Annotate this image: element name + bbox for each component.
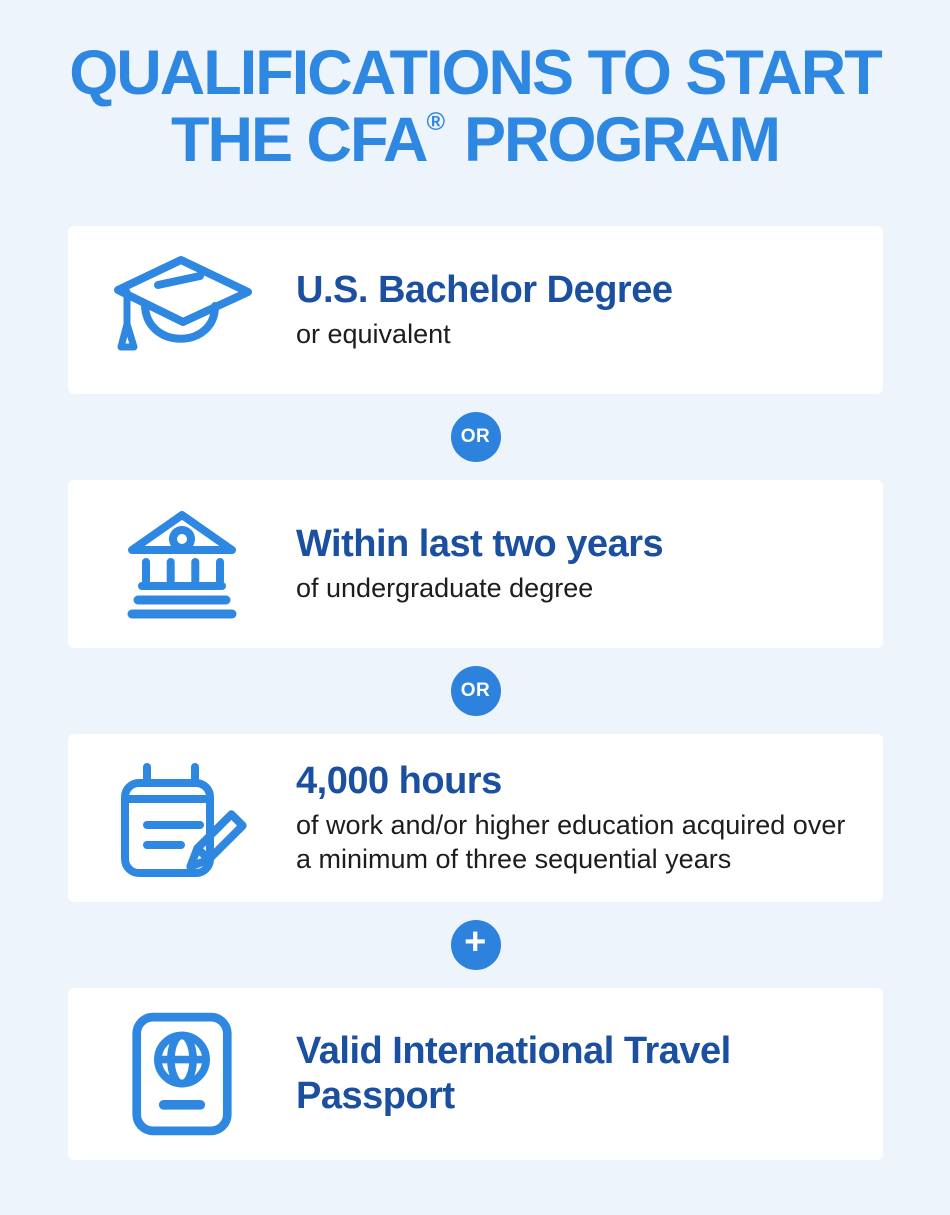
or-badge: OR [451,412,501,462]
title-line-1: QUALIFICATIONS TO START [69,38,881,108]
bank-building-icon [68,508,296,620]
card-text [296,268,883,352]
notepad-pencil-icon [68,755,296,880]
plus-badge: + [451,920,501,970]
card-work-hours [68,734,883,902]
title-line-2 [0,104,950,175]
page-title [0,0,950,174]
registered-trademark-symbol: ® [426,107,446,136]
title-the-cfa: THE CFA [171,104,427,175]
graduation-cap-icon [68,254,296,366]
qualification-list [68,226,883,1160]
connector-row [68,648,883,734]
card-subtext: or equivalent [296,319,451,350]
card-heading: U.S. Bachelor Degree [296,268,673,311]
card-subtext: of undergraduate degree [296,573,594,604]
card-text [296,1029,883,1118]
connector-row [68,902,883,988]
card-heading: Valid International Travel Passport [296,1030,731,1117]
card-undergraduate-window [68,480,883,648]
or-badge: OR [451,666,501,716]
connector-row [68,394,883,480]
title-program: PROGRAM [463,104,779,175]
card-text [296,759,883,877]
card-heading: 4,000 hours [296,759,502,802]
card-passport [68,988,883,1160]
card-bachelor-degree [68,226,883,394]
card-subtext: of work and/or higher education acquired over a minimum of three sequential years [296,809,846,875]
card-text [296,522,883,606]
passport-icon [68,1011,296,1137]
card-heading: Within last two years [296,522,664,565]
